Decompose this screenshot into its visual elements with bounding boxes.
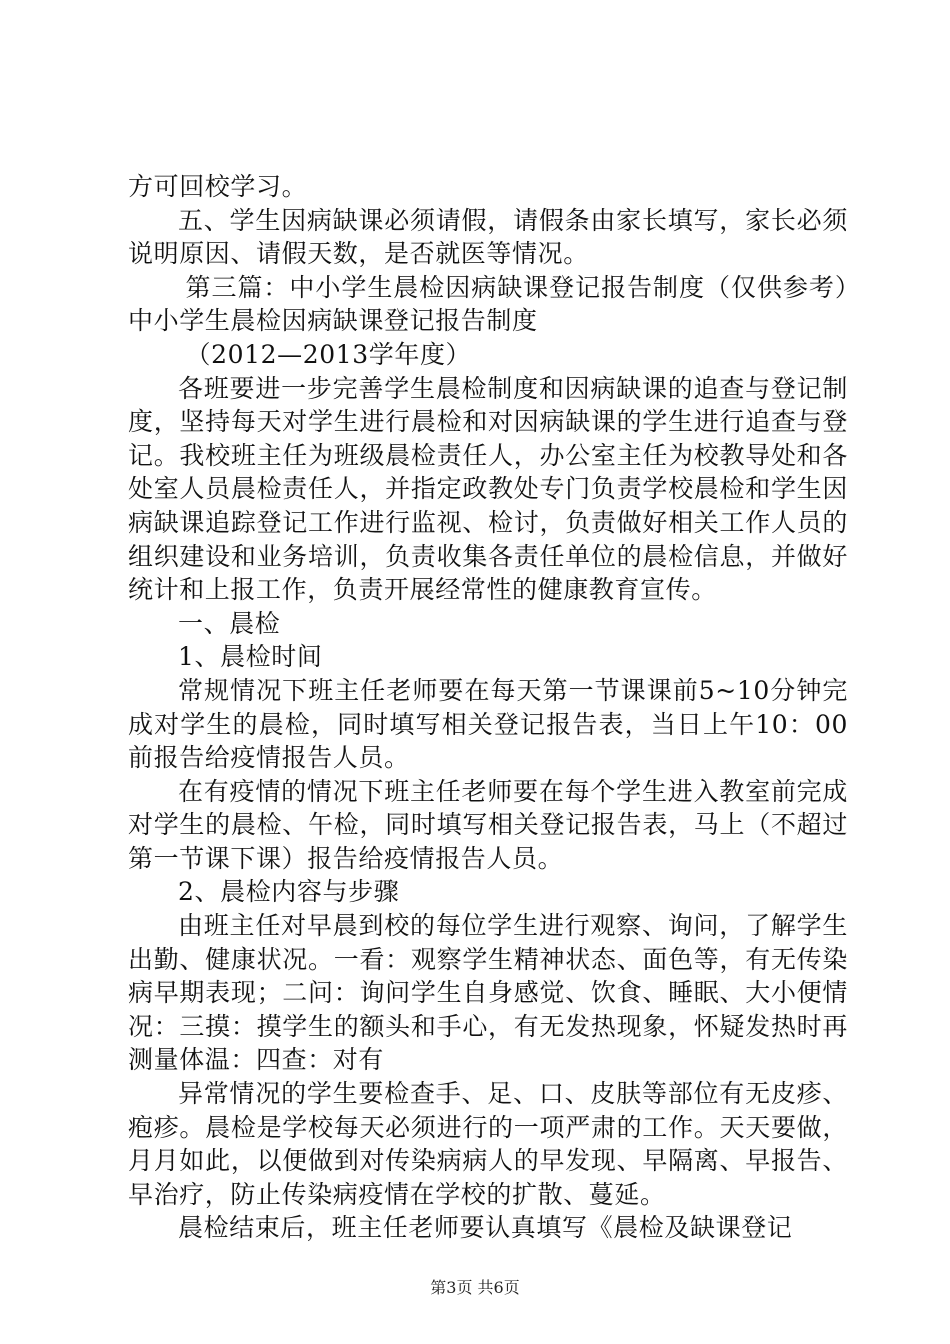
heading-check-time: 1、晨检时间	[178, 642, 323, 672]
paragraph-item-five: 五、学生因病缺课必须请假，请假条由家长填写，家长必须说明原因、请假天数，是否就医等情况。	[128, 205, 848, 269]
paragraph-intro: 各班要进一步完善学生晨检制度和因病缺课的追查与登记制度，坚持每天对学生进行晨检和对因病缺课的学生进行追查与登记。我校班主任为班级晨检责任人，办公室主任为校教导处和各处室人员晨检责任人，并指定政教处专门负责学校晨检和学生因病缺课追踪登记工作进行监视、检讨，负责做好相关工作人员的组织建设和业务培训，负责收集各责任单位的晨检信息，并做好统计和上报工作，负责开展经常性的健康教育宣传。	[128, 373, 848, 605]
paragraph-continuation: 方可回校学习。	[128, 172, 308, 201]
section-title: 第三篇：中小学生晨检因病缺课登记报告制度（仅供参考）中小学生晨检因病缺课登记报告制度	[128, 272, 848, 336]
school-year: （2012—2013学年度）	[185, 339, 472, 369]
paragraph-after-check: 晨检结束后，班主任老师要认真填写《晨检及缺课登记	[178, 1213, 793, 1243]
paragraph-epidemic-case: 在有疫情的情况下班主任老师要在每个学生进入教室前完成对学生的晨检、午检，同时填写相关登记报告表，马上（不超过第一节课下课）报告给疫情报告人员。	[128, 776, 848, 873]
document-body	[128, 170, 848, 1245]
paragraph-check-steps: 由班主任对早晨到校的每位学生进行观察、询问，了解学生出勤、健康状况。一看：观察学生精神状态、面色等，有无传染病早期表现；二问：询问学生自身感觉、饮食、睡眠、大小便情况：三摸：摸学生的额头和手心，有无发热现象，怀疑发热时再测量体温：四查：对有	[128, 911, 848, 1075]
page-number-footer: 第3页 共6页	[430, 1278, 520, 1297]
paragraph-normal-case: 常规情况下班主任老师要在每天第一节课课前5~10分钟完成对学生的晨检，同时填写相关登记报告表，当日上午10：00前报告给疫情报告人员。	[128, 675, 848, 773]
heading-morning-check: 一、晨检	[178, 608, 281, 638]
paragraph-abnormal-check: 异常情况的学生要检查手、足、口、皮肤等部位有无皮疹、疱疹。晨检是学校每天必须进行的一项严肃的工作。天天要做，月月如此，以便做到对传染病病人的早发现、早隔离、早报告、早治疗，防止传染病疫情在学校的扩散、蔓延。	[128, 1079, 848, 1209]
heading-check-steps: 2、晨检内容与步骤	[178, 877, 400, 907]
